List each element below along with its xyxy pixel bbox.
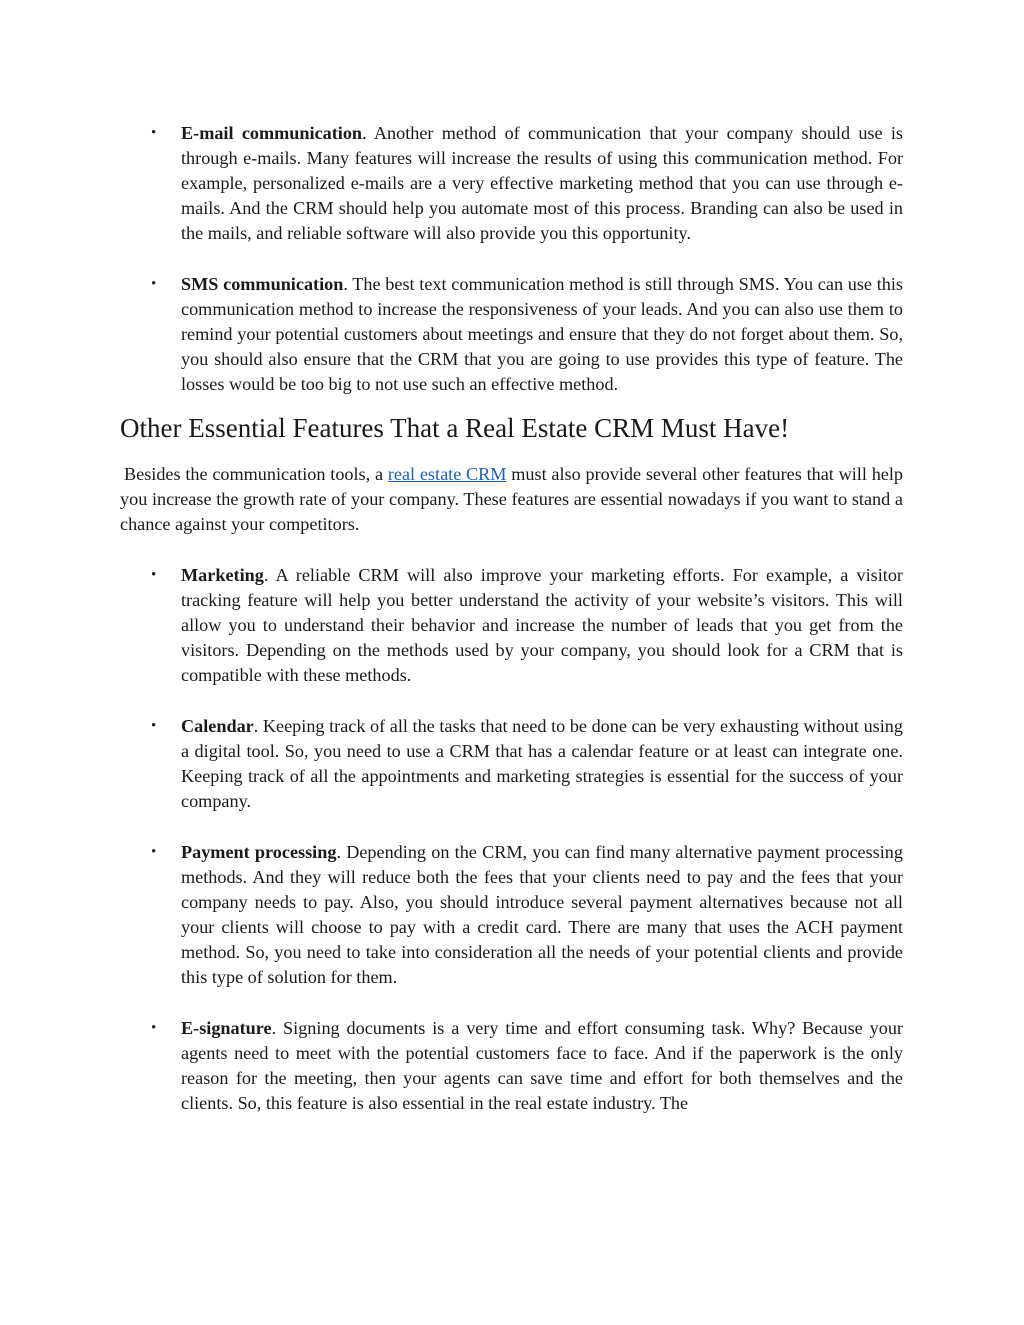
bullet-title: E-mail communication <box>181 123 363 143</box>
bullet-title: Payment processing <box>181 842 337 862</box>
bullet-icon: • <box>151 125 157 141</box>
intro-paragraph <box>120 462 903 537</box>
paragraph-spacer <box>120 537 903 563</box>
bullet-icon: • <box>151 1020 157 1036</box>
bullet-body: . Another method of communication that your company should use is through e-mails. Many features will increase the results of using this communication method. For example, personalized e-mails are a very effective marketing method that you can use through e-mails. And the CRM should help you automate most of this process. Branding can also be used in the mails, and reliable software will also provide you this opportunity. <box>181 123 903 243</box>
list-spacer <box>120 814 903 840</box>
bullet-title: SMS communication <box>181 274 344 294</box>
intro-text-after: must also provide several other features that will help you increase the growth rate of your company. These features are essential nowadays if you want to stand a chance against your competitors. <box>120 464 904 534</box>
features-bullet-list <box>120 563 903 1116</box>
list-spacer <box>120 688 903 714</box>
bullet-item-payment-processing <box>120 840 903 990</box>
bullet-icon: • <box>151 567 157 583</box>
list-spacer <box>120 246 903 272</box>
list-spacer <box>120 990 903 1016</box>
bullet-title: Marketing <box>181 565 264 585</box>
communication-bullet-list <box>120 121 903 397</box>
bullet-item-email-communication <box>120 121 903 246</box>
bullet-item-sms-communication <box>120 272 903 397</box>
section-heading: Other Essential Features That a Real Estate CRM Must Have! <box>120 413 790 443</box>
real-estate-crm-link[interactable]: real estate CRM <box>387 464 507 484</box>
bullet-title: E-signature <box>181 1018 272 1038</box>
bullet-body: . The best text communication method is still through SMS. You can use this communication method to increase the responsiveness of your leads. And you can also use them to remind your potential customers about meetings and ensure that they do not forget about them. So, you should also ensure that the CRM that you are going to use provides this type of feature. The losses would be too big to not use such an effective method. <box>181 274 903 394</box>
bullet-icon: • <box>151 718 157 734</box>
document-page <box>120 121 903 1116</box>
bullet-item-calendar <box>120 714 903 814</box>
bullet-item-e-signature <box>120 1016 903 1116</box>
bullet-title: Calendar <box>181 716 254 736</box>
bullet-item-marketing <box>120 563 903 688</box>
intro-text-before: Besides the communication tools, a <box>124 464 388 484</box>
bullet-body: . A reliable CRM will also improve your marketing efforts. For example, a visitor tracking feature will help you better understand the activity of your website’s visitors. This will allow you to understand their behavior and increase the number of leads that you get from the visitors. Depending on the methods used by your company, you should look for a CRM that is compatible with these methods. <box>181 565 903 685</box>
bullet-body: . Keeping track of all the tasks that need to be done can be very exhausting without using a digital tool. So, you need to use a CRM that has a calendar feature or at least can integrate one. Keeping track of all the appointments and marketing strategies is essential for the success of your company. <box>181 716 903 811</box>
bullet-icon: • <box>151 844 157 860</box>
bullet-body: . Depending on the CRM, you can find many alternative payment processing methods. And they will reduce both the fees that your clients need to pay and the fees that your company needs to pay. Also, you should introduce several payment alternatives because not all your clients will choose to pay with a credit card. There are many that uses the ACH payment method. So, you need to take into consideration all the needs of your potential clients and provide this type of solution for them. <box>181 842 903 987</box>
bullet-body: . Signing documents is a very time and effort consuming task. Why? Because your agents need to meet with the potential customers face to face. And if the paperwork is the only reason for the meeting, then your agents can save time and effort for both themselves and the clients. So, this feature is also essential in the real estate industry. The <box>181 1018 903 1113</box>
bullet-icon: • <box>151 276 157 292</box>
